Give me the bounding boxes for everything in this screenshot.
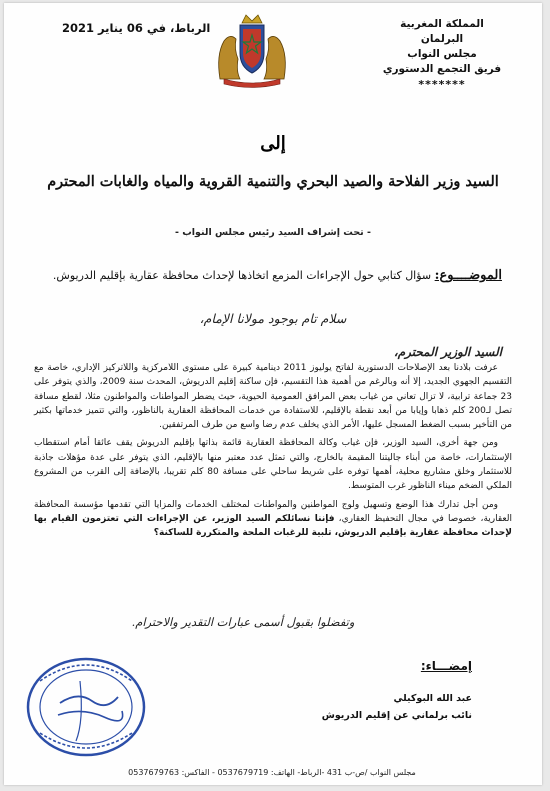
kingdom-line: المملكة المغربية xyxy=(400,18,484,30)
coat-of-arms-emblem xyxy=(210,9,294,89)
supervision-line: - تحت إشراف السيد رئيس مجلس النواب - xyxy=(174,227,371,238)
house-line: مجلس النواب xyxy=(407,48,477,60)
greeting: سلام تام بوجود مولانا الإمام، xyxy=(199,311,347,326)
recipient-minister: السيد وزير الفلاحة والصيد البحري والتنمية القروية والمياه والغابات المحترم xyxy=(47,173,499,190)
salutation: السيد الوزير المحترم، xyxy=(393,345,502,359)
subject-text: سؤال كتابي حول الإجراءات المزمع اتخاذها لإحداث محافظة عقارية بإقليم الدريوش. xyxy=(52,269,432,282)
signature-label: إمضـــاء: xyxy=(420,659,472,673)
stars-divider: ******* xyxy=(418,78,466,91)
group-line: فريق التجمع الدستوري xyxy=(382,63,502,75)
signatory-name: عبد الله البوكيلي xyxy=(393,693,472,704)
signatory-title: نائب برلماني عن إقليم الدريوش xyxy=(321,710,472,721)
paragraph-2: ومن جهة أخرى، السيد الوزير، فإن غياب وكالة المحافظة العقارية قائمة بذاتها بإقليم الدريوش يقف عائقا أمام استقطاب الإستثمارات، خاصة من أبناء جاليتنا المقيمة بالخارج، والتي تمثل عدد معتبر منها بالإقليم، الذي يتوفر على عدة مؤهلات جاذبة للاستثمار وخلق مشاريع محلية، أهمها توفره على شريط ساحلي على مسافة 80 كلم تقريبا، بالإضافة إلى القرب من المشروع الملكي الضخم ميناء الناظور غرب المتوسط. xyxy=(34,438,512,492)
document-page xyxy=(4,3,542,785)
letter-body xyxy=(34,361,512,545)
paragraph-1: عرفت بلادنا بعد الإصلاحات الدستورية لفاتح يوليوز 2011 دينامية كبيرة على مستوى اللامركزية واللاتركيز الإداري، خاصة مع التقسيم الجهوي الجديد، إلا أنه وبالرغم من أهمية هذا التقسيم، فإن ساكنة إقليم الدريوش، المحدث سنة 2009، والذي يتوفر على 23 جماعة ترابية، لا تزال تعاني من غياب بعض المرافق العمومية الحيوية، حيث يضطر المواطنات والمواطنون مثلا، لقطع مسافة تصل لـ200 كلم ذهابا وإيابا من أبعد نقطة بالإقليم، للاستفادة من خدمات المحافظة العقارية بالناظور، والتي تتميز خدماتها بكثير من التأخير بسبب الضغط المسجل عليها، الأمر الذي يخلف عدم رضا واسع من طرف المرتفقين. xyxy=(34,363,512,431)
date-line: الرباط، في 06 يناير 2021 xyxy=(62,21,211,35)
parliament-line: البرلمان xyxy=(420,33,464,45)
question-text: فإننا نسائلكم السيد الوزير، عن الإجراءات التي تعتزمون القيام بها لإحداث محافظة عقارية بإقليم الدريوش، تلبية للرغبات الملحة والمتكررة للساكنة؟ xyxy=(34,513,512,539)
subject-line xyxy=(34,268,502,283)
closing-line: وتفضلوا بقبول أسمى عبارات التقدير والاحترام. xyxy=(131,615,355,629)
letterhead xyxy=(372,17,512,92)
paragraph-3-text: ومن أجل تدارك هذا الوضع وتسهيل ولوج المواطنين والمواطنات لمختلف الخدمات والمزايا التي تقدمها مؤسسة المحافظة العقارية، خصوصا في مجال التحفيظ العقاري، xyxy=(34,499,513,524)
subject-label: الموضــــوع: xyxy=(434,268,502,283)
official-stamp xyxy=(20,651,152,763)
paragraph-3 xyxy=(34,498,512,541)
recipient-prefix: إلى xyxy=(260,133,286,154)
footer-contact: مجلس النواب /ص-ب 431 -الرباط- الهاتف: 0537679719 - الفاكس: 0537679763 xyxy=(128,768,416,777)
